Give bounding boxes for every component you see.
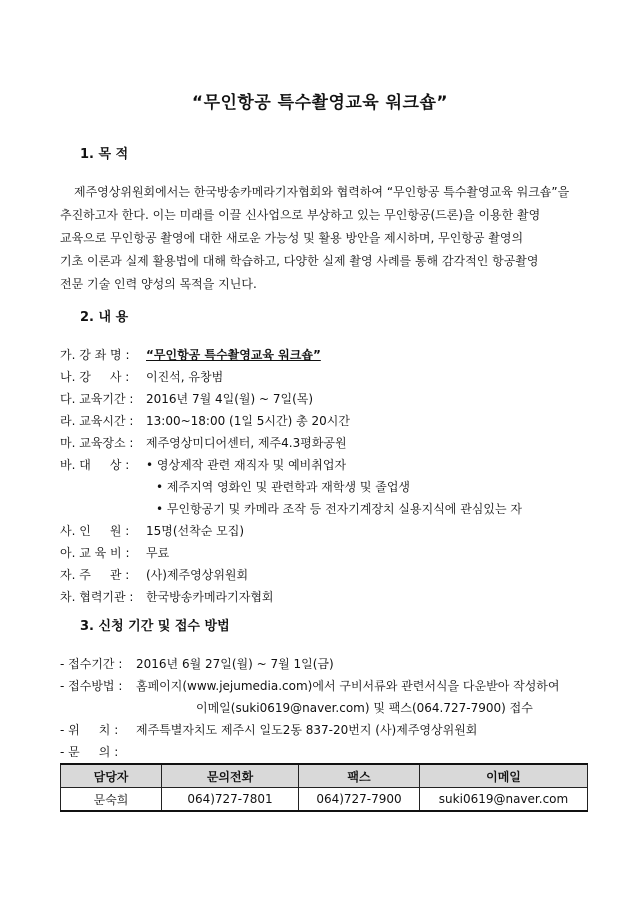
item-value: 홈페이지(www.jejumedia.com)에서 구비서류와 관련서식을 다운받아 작성하여 <box>136 679 560 693</box>
content-item-place <box>60 434 347 451</box>
item-value: “무인항공 특수촬영교육 워크숍” <box>146 348 321 362</box>
item-value: • 영상제작 관련 재직자 및 예비취업자 <box>146 458 347 472</box>
header-email: 이메일 <box>420 764 588 788</box>
content-item-target-sub: • 무인항공기 및 카메라 조작 등 전자기계장치 실용지식에 관심있는 자 <box>156 502 522 516</box>
item-label: 가. 강 좌 명 : <box>60 348 134 362</box>
apply-item-period <box>60 655 334 672</box>
item-label: - 문 의 : <box>60 745 123 759</box>
item-label: 사. 인 원 : <box>60 524 134 538</box>
item-label: 마. 교육장소 : <box>60 436 138 450</box>
header-manager: 담당자 <box>61 764 162 788</box>
item-value: 한국방송카메라기자협회 <box>146 590 274 604</box>
item-value: 15명(선착순 모집) <box>146 524 244 538</box>
paragraph-line: 제주영상위원회에서는 한국방송카메라기자협회와 협력하여 “무인항공 특수촬영교육 워크숍”을 <box>74 185 570 199</box>
cell-fax: 064)727-7900 <box>299 788 420 812</box>
table-header-row <box>61 764 588 788</box>
section-heading-application: 3. 신청 기간 및 접수 방법 <box>80 619 230 634</box>
content-item-partner <box>60 588 274 605</box>
item-label: - 위 치 : <box>60 723 123 737</box>
header-phone: 문의전화 <box>162 764 299 788</box>
paragraph-line: 추진하고자 한다. 이는 미래를 이끌 신사업으로 부상하고 있는 무인항공(드론)을 이용한 촬영 <box>60 208 541 222</box>
item-label: 다. 교육기간 : <box>60 392 138 406</box>
apply-item-location <box>60 721 477 738</box>
item-value: 이진석, 유창범 <box>146 370 224 384</box>
content-item-time <box>60 412 350 429</box>
apply-item-method <box>60 677 559 694</box>
item-value: 13:00~18:00 (1일 5시간) 총 20시간 <box>146 414 350 428</box>
item-label: 자. 주 관 : <box>60 568 134 582</box>
item-value: (사)제주영상위원회 <box>146 568 249 582</box>
content-item-target <box>60 456 346 473</box>
cell-phone: 064)727-7801 <box>162 788 299 812</box>
item-label: - 접수방법 : <box>60 679 127 693</box>
item-label: 나. 강 사 : <box>60 370 134 384</box>
item-value: 제주특별자치도 제주시 일도2동 837-20번지 (사)제주영상위원회 <box>136 723 478 737</box>
item-label: - 접수기간 : <box>60 657 127 671</box>
item-label: 차. 협력기관 : <box>60 590 138 604</box>
section-heading-purpose: 1. 목 적 <box>80 147 129 162</box>
content-item-fee <box>60 544 169 561</box>
content-item-capacity <box>60 522 244 539</box>
paragraph-line: 교육으로 무인항공 촬영에 대한 새로운 가능성 및 활용 방안을 제시하며, 무인항공 촬영의 <box>60 231 524 245</box>
item-value: 무료 <box>146 546 170 560</box>
content-item-target-sub: • 제주지역 영화인 및 관련학과 재학생 및 졸업생 <box>156 480 411 494</box>
apply-item-inquiry <box>60 743 136 760</box>
cell-email: suki0619@naver.com <box>420 788 588 812</box>
item-value: 제주영상미디어센터, 제주4.3평화공원 <box>146 436 347 450</box>
document-title: “무인항공 특수촬영교육 워크숍” <box>191 93 449 113</box>
content-item-instructor <box>60 368 223 385</box>
item-label: 바. 대 상 : <box>60 458 134 472</box>
apply-item-method-cont: 이메일(suki0619@naver.com) 및 팩스(064.727-7900) 접수 <box>196 701 533 715</box>
item-label: 아. 교 육 비 : <box>60 546 134 560</box>
item-label: 라. 교육시간 : <box>60 414 138 428</box>
item-value: 2016년 6월 27일(월) ~ 7월 1일(금) <box>136 657 334 671</box>
content-item-period <box>60 390 313 407</box>
purpose-paragraph <box>60 181 588 296</box>
cell-manager: 문숙희 <box>61 788 162 812</box>
item-value: 2016년 7월 4일(월) ~ 7일(목) <box>146 392 314 406</box>
content-item-host <box>60 566 248 583</box>
contact-table <box>60 763 588 812</box>
paragraph-line: 전문 기술 인력 양성의 목적을 지닌다. <box>60 277 257 291</box>
paragraph-line: 기초 이론과 실제 활용법에 대해 학습하고, 다양한 실제 촬영 사례를 통해 감각적인 항공촬영 <box>60 254 539 268</box>
header-fax: 팩스 <box>299 764 420 788</box>
content-item-course <box>60 346 321 363</box>
section-heading-content: 2. 내 용 <box>80 310 129 325</box>
table-row <box>61 788 588 812</box>
